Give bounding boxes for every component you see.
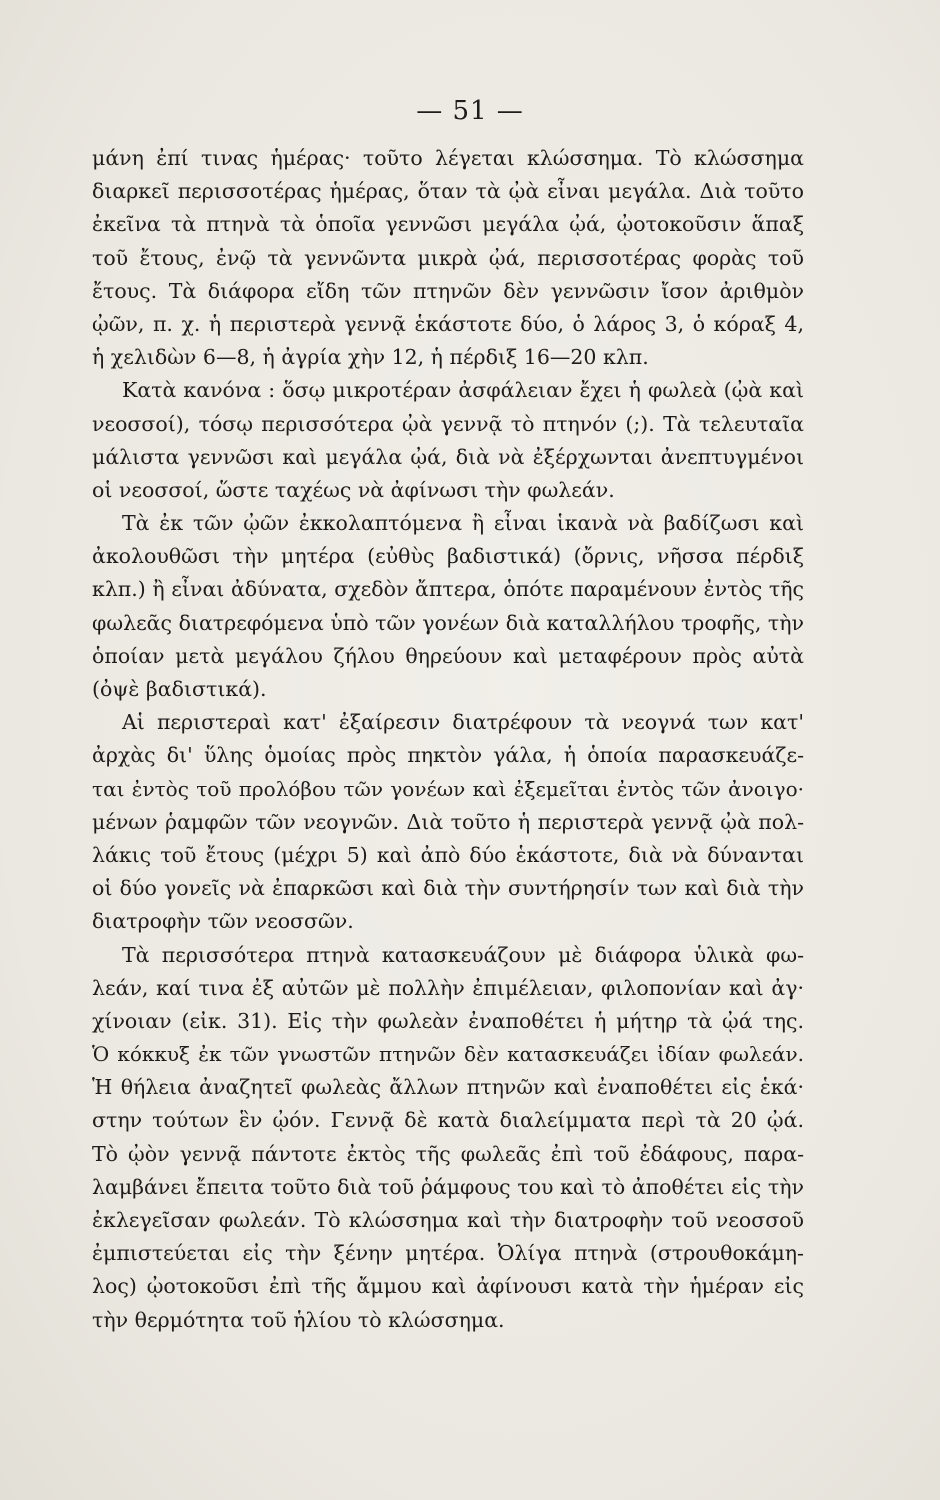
text-line: τοῦ ἔτους, ἐνῷ τὰ γεννῶντα μικρὰ ᾠά, περισσοτέρας φορὰς τοῦ [92, 245, 804, 270]
text-line: λεάν, καί τινα ἐξ αὐτῶν μὲ πολλὴν ἐπιμέλειαν, φιλοπονίαν καὶ ἀγ· [92, 975, 804, 1000]
text-line: Ἡ θήλεια ἀναζητεῖ φωλεὰς ἄλλων πτηνῶν καὶ ἐναποθέτει εἰς ἑκά· [92, 1075, 804, 1100]
text-line: ἀρχὰς δι' ὕλης ὁμοίας πρὸς πηκτὸν γάλα, ἡ ὁποία παρασκευάζε- [92, 743, 804, 768]
text-line: χίνοιαν (εἰκ. 31). Εἰς τὴν φωλεὰν ἐναποθέτει ἡ μήτηρ τὰ ᾠά της. [92, 1008, 804, 1033]
text-line: ἀκολουθῶσι τὴν μητέρα (εὐθὺς βαδιστικά) (ὄρνις, νῆσσα πέρδιξ [92, 544, 804, 569]
text-line: φωλεᾶς διατρεφόμενα ὑπὸ τῶν γονέων διὰ καταλλήλου τροφῆς, τὴν [92, 610, 804, 635]
text-line: ἔτους. Τὰ διάφορα εἴδη τῶν πτηνῶν δὲν γεννῶσιν ἴσον ἀριθμὸν [92, 278, 804, 303]
text-line: ται ἐντὸς τοῦ προλόβου τῶν γονέων καὶ ἐξεμεῖται ἐντὸς τῶν ἀνοιγο· [92, 776, 804, 801]
text-line: Κατὰ κανόνα : ὅσῳ μικροτέραν ἀσφάλειαν ἔχει ἡ φωλεὰ (ᾠὰ καὶ [122, 378, 804, 403]
text-line: ᾠῶν, π. χ. ἡ περιστερὰ γεννᾷ ἑκάστοτε δύο, ὁ λάρος 3, ὁ κόραξ 4, [92, 311, 804, 336]
text-line: Τὰ ἐκ τῶν ᾠῶν ἐκκολαπτόμενα ἢ εἶναι ἱκανὰ νὰ βαδίζωσι καὶ [122, 511, 804, 536]
text-line: ἡ χελιδὼν 6—8, ἡ ἀγρία χὴν 12, ἡ πέρδιξ 16—20 κλπ. [92, 345, 649, 370]
text-line: μένων ῥαμφῶν τῶν νεογνῶν. Διὰ τοῦτο ἡ περιστερὰ γεννᾷ ᾠὰ πολ- [92, 809, 804, 834]
text-line: στην τούτων ἓν ᾠόν. Γεννᾷ δὲ κατὰ διαλείμματα περὶ τὰ 20 ᾠά. [92, 1108, 804, 1133]
text-line: οἱ δύο γονεῖς νὰ ἐπαρκῶσι καὶ διὰ τὴν συντήρησίν των καὶ διὰ τὴν [92, 876, 804, 901]
text-line: διατροφὴν τῶν νεοσσῶν. [92, 909, 354, 934]
text-line: (ὀψὲ βαδιστικά). [92, 677, 267, 701]
text-line: ἐμπιστεύεται εἰς τὴν ξένην μητέρα. Ὀλίγα πτηνὰ (στρουθοκάμη- [92, 1241, 804, 1266]
text-line: μάλιστα γεννῶσι καὶ μεγάλα ᾠά, διὰ νὰ ἐξέρχωνται ἀνεπτυγμένοι [92, 444, 804, 469]
body-text [92, 142, 804, 1337]
text-line: ὁποίαν μετὰ μεγάλου ζήλου θηρεύουν καὶ μεταφέρουν πρὸς αὐτὰ [92, 643, 804, 668]
page-number: — 51 — [416, 96, 524, 126]
text-line: λάκις τοῦ ἔτους (μέχρι 5) καὶ ἀπὸ δύο ἑκάστοτε, διὰ νὰ δύνανται [92, 842, 804, 867]
text-line: διαρκεῖ περισσοτέρας ἡμέρας, ὅταν τὰ ᾠὰ εἶναι μεγάλα. Διὰ τοῦτο [92, 179, 804, 204]
text-line: ἐκεῖνα τὰ πτηνὰ τὰ ὁποῖα γεννῶσι μεγάλα ᾠά, ᾠοτοκοῦσιν ἅπαξ [92, 212, 804, 237]
text-line: ἐκλεγεῖσαν φωλεάν. Τὸ κλώσσημα καὶ τὴν διατροφὴν τοῦ νεοσσοῦ [92, 1208, 804, 1232]
text-line: κλπ.) ἢ εἶναι ἀδύνατα, σχεδὸν ἄπτερα, ὁπότε παραμένουν ἐντὸς τῆς [92, 577, 804, 602]
text-line: λος) ᾠοτοκοῦσι ἐπὶ τῆς ἄμμου καὶ ἀφίνουσι κατὰ τὴν ἡμέραν εἰς [92, 1274, 804, 1299]
text-line: νεοσσοί), τόσῳ περισσότερα ᾠὰ γεννᾷ τὸ πτηνόν (;). Τὰ τελευταῖα [92, 411, 804, 436]
text-line: οἱ νεοσσοί, ὥστε ταχέως νὰ ἀφίνωσι τὴν φωλεάν. [92, 477, 615, 502]
text-line: λαμβάνει ἔπειτα τοῦτο διὰ τοῦ ῥάμφους του καὶ τὸ ἀποθέτει εἰς τὴν [92, 1174, 804, 1199]
text-line: Ὁ κόκκυξ ἐκ τῶν γνωστῶν πτηνῶν δὲν κατασκευάζει ἰδίαν φωλεάν. [92, 1042, 804, 1067]
text-line: μάνη ἐπί τινας ἡμέρας· τοῦτο λέγεται κλώσσημα. Τὸ κλώσσημα [92, 146, 804, 170]
text-line: Αἱ περιστεραὶ κατ' ἐξαίρεσιν διατρέφουν τὰ νεογνά των κατ' [122, 710, 804, 735]
text-line: Τὰ περισσότερα πτηνὰ κατασκευάζουν μὲ διάφορα ὑλικὰ φω- [122, 942, 804, 967]
text-line: τὴν θερμότητα τοῦ ἡλίου τὸ κλώσσημα. [92, 1307, 505, 1332]
text-line: Τὸ ᾠὸν γεννᾷ πάντοτε ἐκτὸς τῆς φωλεᾶς ἐπὶ τοῦ ἐδάφους, παρα- [92, 1141, 804, 1166]
